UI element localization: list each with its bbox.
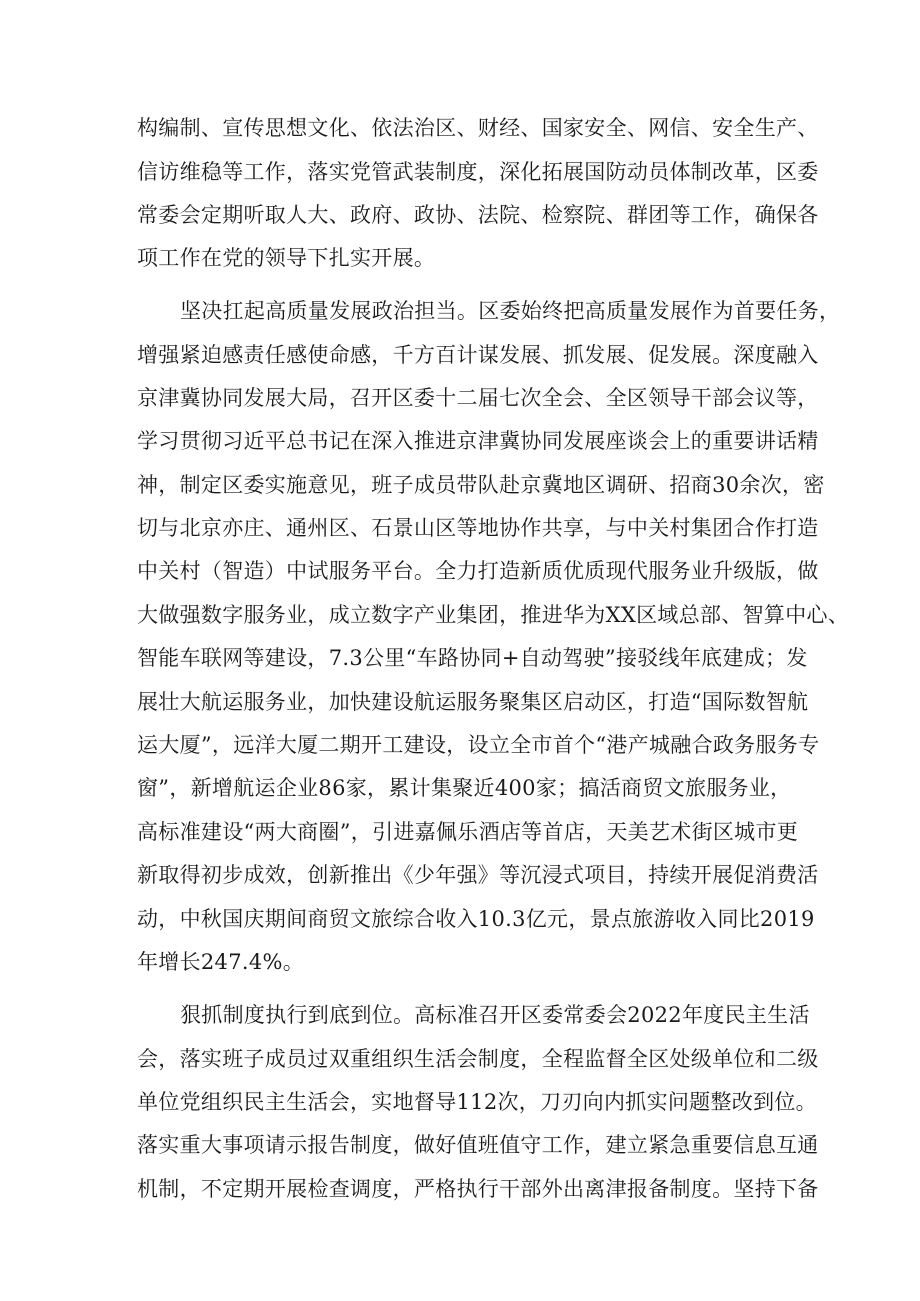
text-line: 动，中秋国庆期间商贸文旅综合收入10.3亿元，景点旅游收入同比2019 bbox=[137, 907, 815, 931]
text-line: 高标准建设“两大商圈”，引进嘉佩乐酒店等首店，天美艺术街区城市更 bbox=[137, 820, 799, 844]
text-line: 常委会定期听取人大、政府、政协、法院、检察院、群团等工作，确保各 bbox=[137, 203, 819, 227]
text-line: 单位党组织民主生活会，实地督导112次，刀刃向内抓实问题整改到位。 bbox=[137, 1090, 817, 1114]
paragraph-first-line: 狠抓制度执行到底到位。高标准召开区委常委会2022年度民主生活 bbox=[180, 1003, 810, 1027]
text-line: 中关村（智造）中试服务平台。全力打造新质优质现代服务业升级版，做 bbox=[137, 559, 819, 583]
text-line: 增强紧迫感责任感使命感，千方百计谋发展、抓发展、促发展。深度融入 bbox=[137, 343, 819, 367]
text-line: 神，制定区委实施意见，班子成员带队赴京冀地区调研、招商30余次，密 bbox=[137, 473, 825, 497]
text-line: 运大厦”，远洋大厦二期开工建设，设立全市首个“港产城融合政务服务专 bbox=[137, 733, 820, 757]
text-line: 机制，不定期开展检查调度，严格执行干部外出离津报备制度。坚持下备 bbox=[137, 1177, 819, 1201]
text-line: 智能车联网等建设，7.3公里“车路协同+自动驾驶”接驳线年底建成；发 bbox=[137, 646, 808, 670]
text-line: 项工作在党的领导下扎实开展。 bbox=[137, 246, 436, 270]
text-line: 会，落实班子成员过双重组织生活会制度，全程监督全区处级单位和二级 bbox=[137, 1047, 819, 1071]
text-line: 新取得初步成效，创新推出《少年强》等沉浸式项目，持续开展促消费活 bbox=[137, 863, 819, 887]
text-line: 大做强数字服务业，成立数字产业集团，推进华为XX区域总部、智算中心、 bbox=[137, 603, 850, 627]
text-line: 窗”，新增航运企业86家，累计集聚近400家；搞活商贸文旅服务业， bbox=[137, 776, 792, 800]
text-line: 落实重大事项请示报告制度，做好值班值守工作，建立紧急重要信息互通 bbox=[137, 1133, 819, 1157]
text-line: 切与北京亦庄、通州区、石景山区等地协作共享，与中关村集团合作打造 bbox=[137, 516, 819, 540]
text-line: 年增长247.4%。 bbox=[137, 950, 305, 974]
text-line: 京津冀协同发展大局，召开区委十二届七次全会、全区领导干部会议等， bbox=[137, 386, 819, 410]
paragraph-first-line: 坚决扛起高质量发展政治担当。区委始终把高质量发展作为首要任务， bbox=[180, 299, 841, 323]
text-line: 展壮大航运服务业，加快建设航运服务聚集区启动区，打造“国际数智航 bbox=[137, 690, 809, 714]
text-line: 构编制、宣传思想文化、依法治区、财经、国家安全、网信、安全生产、 bbox=[137, 116, 819, 140]
text-line: 学习贯彻习近平总书记在深入推进京津冀协同发展座谈会上的重要讲话精 bbox=[137, 429, 819, 453]
text-line: 信访维稳等工作，落实党管武装制度，深化拓展国防动员体制改革，区委 bbox=[137, 160, 819, 184]
